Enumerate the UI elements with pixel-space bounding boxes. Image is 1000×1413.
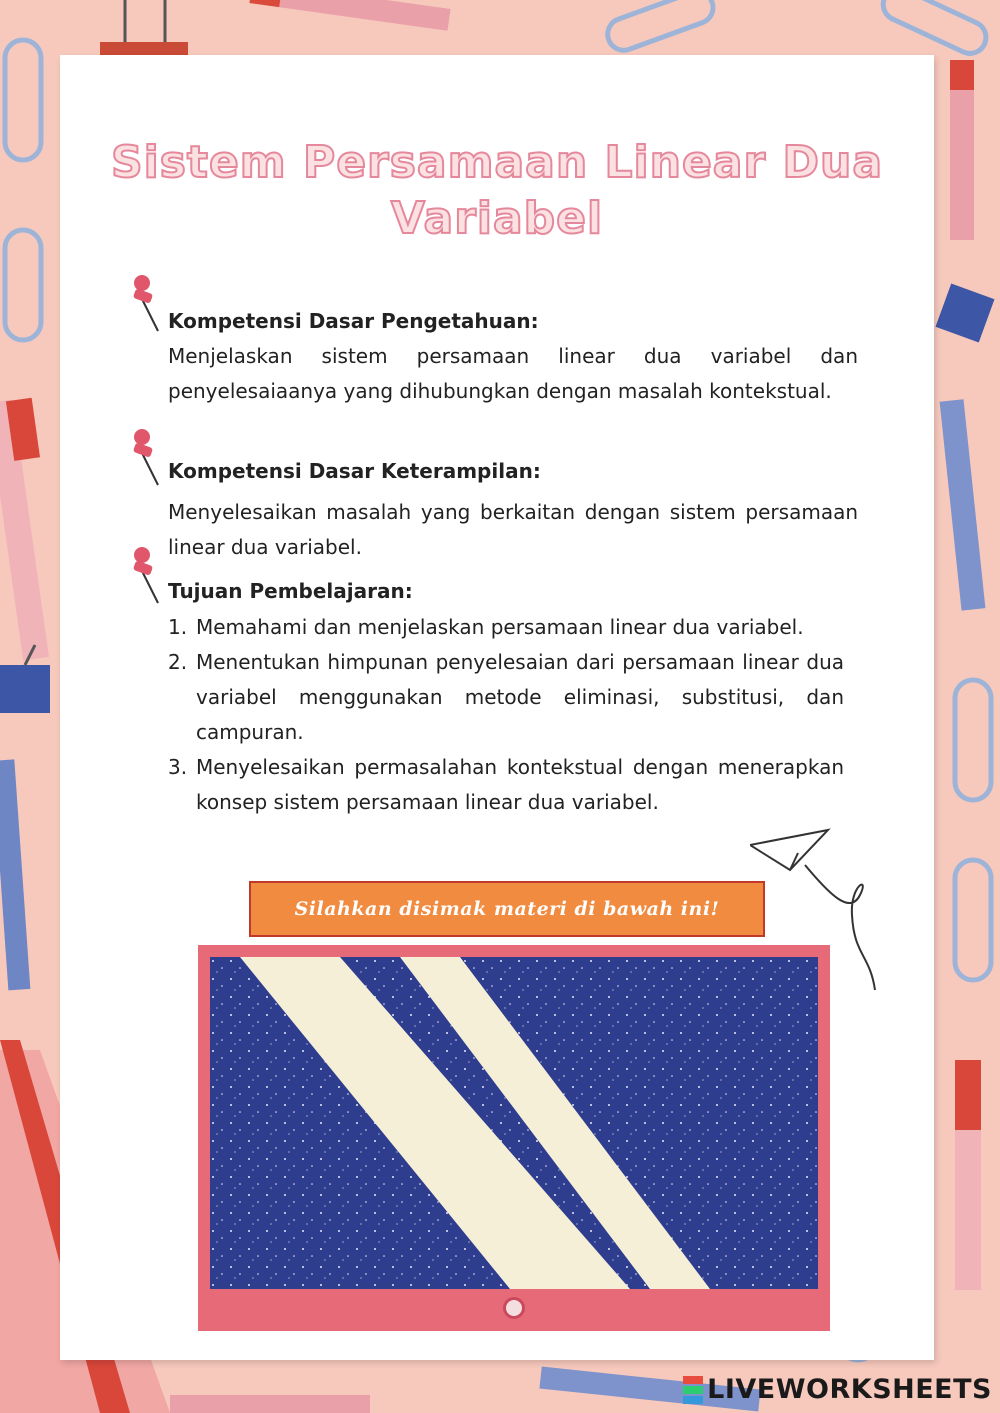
chalkboard-surface (210, 957, 818, 1289)
pencil-icon (940, 60, 986, 1290)
pencil-icon (170, 1367, 761, 1413)
board-knob (503, 1297, 525, 1319)
paperclip-icon (603, 0, 991, 59)
pen-icon (0, 759, 30, 990)
pushpin-icon (130, 545, 170, 605)
list-item: 2. Menentukan himpunan penyelesaian dari persamaan linear dua variabel menggunakan metode eliminasi, substitusi, dan campuran. (168, 650, 844, 744)
paperclip-icon (5, 40, 41, 340)
list-item: 3. Menyelesaikan permasalahan kontekstual dengan menerapkan konsep sistem persamaan linear dua variabel. (168, 755, 844, 814)
chalkboard-image (198, 945, 830, 1331)
pencil-icon (0, 398, 49, 661)
brand-logo-icon (683, 1375, 703, 1405)
kd-keterampilan-heading: Kompetensi Dasar Keterampilan: (168, 459, 541, 483)
kd-pengetahuan-heading: Kompetensi Dasar Pengetahuan: (168, 309, 539, 333)
pushpin-icon (130, 427, 170, 487)
pencil-icon (249, 0, 450, 31)
pushpin-icon (130, 273, 170, 333)
brand-watermark (683, 1374, 992, 1405)
kd-pengetahuan-text: Menjelaskan sistem persamaan linear dua variabel dan penyelesaiaanya yang dihubungkan dengan masalah kontekstual. (168, 344, 858, 403)
page-title (60, 135, 934, 247)
kd-keterampilan-text: Menyelesaikan masalah yang berkaitan dengan sistem persamaan linear dua variabel. (168, 500, 858, 559)
list-item: 1. Memahami dan menjelaskan persamaan linear dua variabel. (168, 615, 804, 639)
worksheet-page (60, 55, 934, 1360)
binder-clip-icon (936, 284, 995, 343)
cta-banner: Silahkan disimak materi di bawah ini! (249, 881, 765, 937)
tujuan-list (168, 610, 844, 820)
brand-name: LIVEWORKSHEETS (707, 1374, 992, 1405)
tujuan-heading: Tujuan Pembelajaran: (168, 579, 413, 603)
title-line-1: Sistem Persamaan Linear Dua (110, 137, 884, 188)
title-line-2: Variabel (390, 193, 604, 244)
chalk-stripes (210, 957, 818, 1289)
